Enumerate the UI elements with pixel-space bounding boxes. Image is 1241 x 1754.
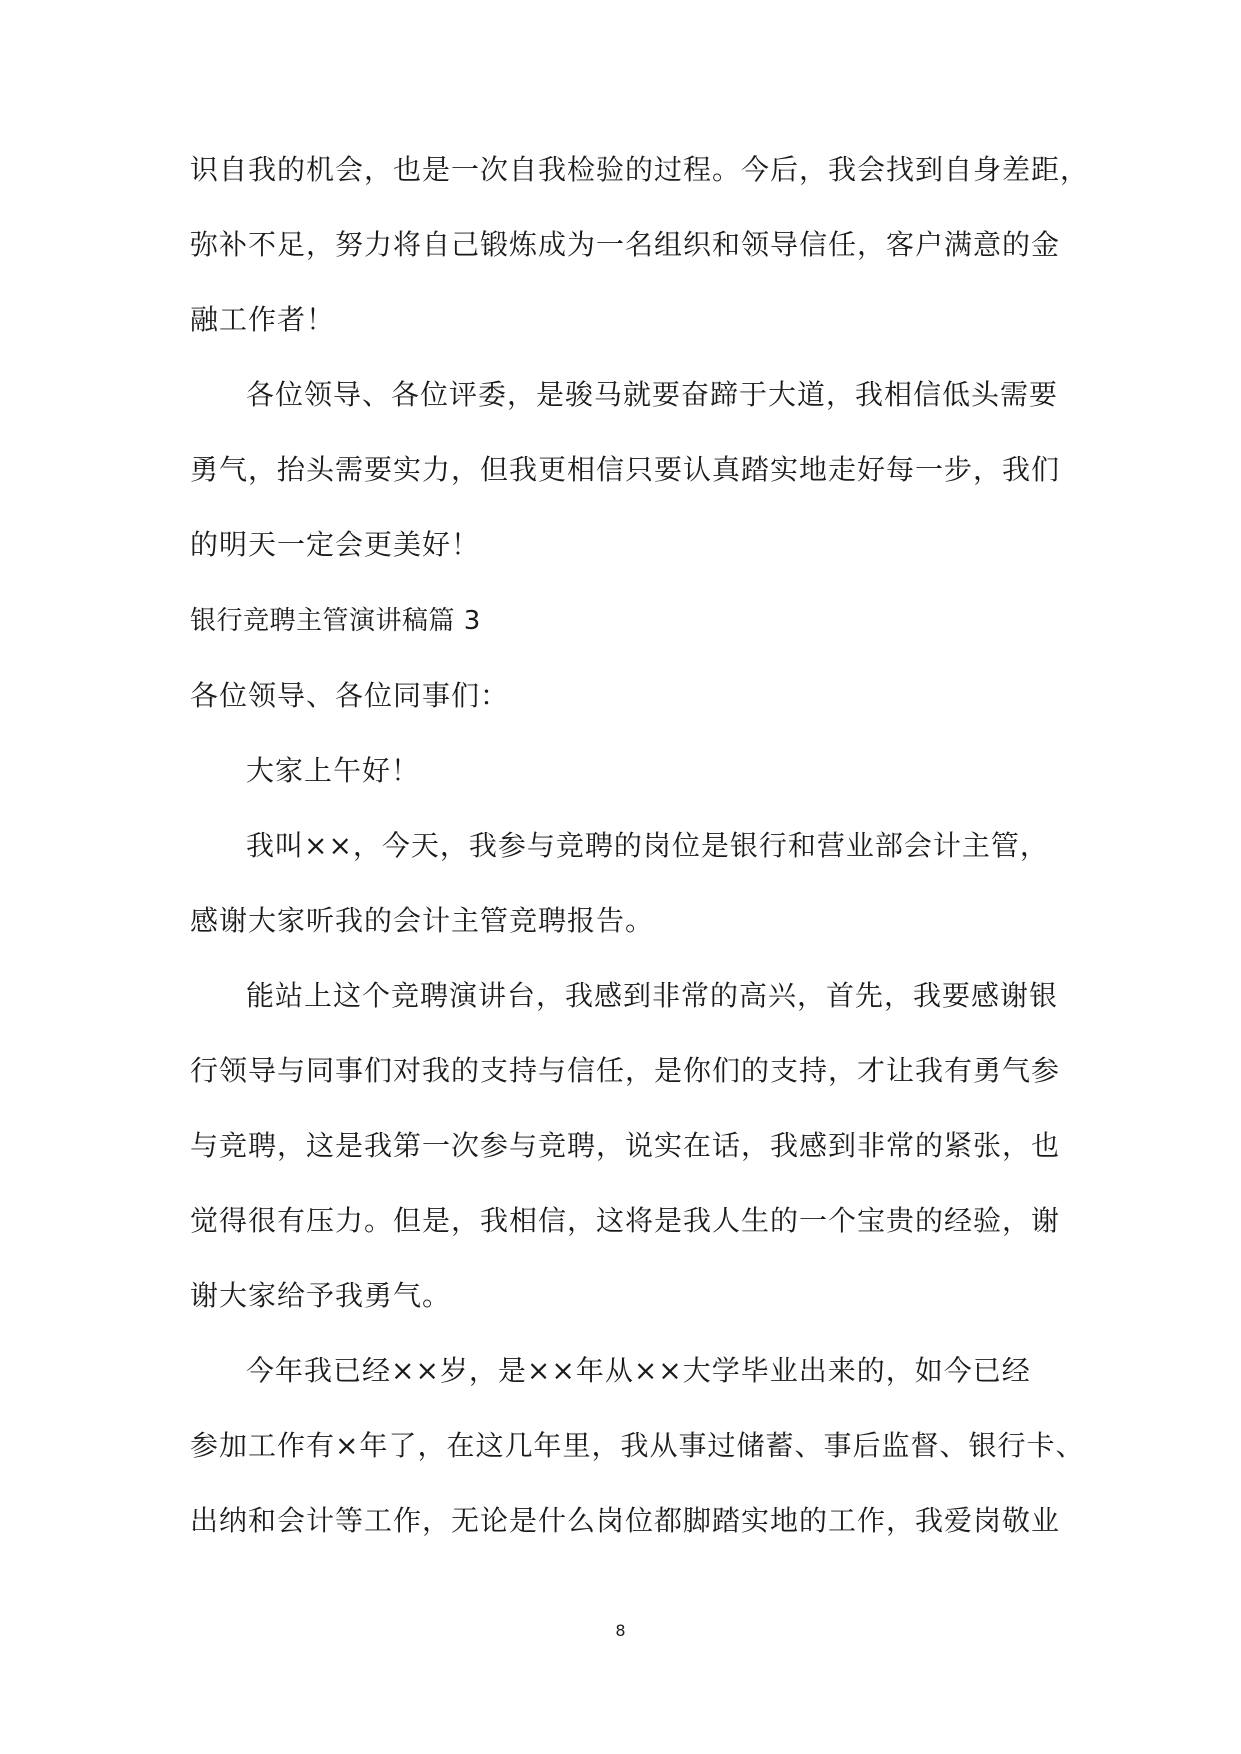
body-text-line: 识自我的机会，也是一次自我检验的过程。今后，我会找到自身差距，	[190, 153, 1090, 186]
body-text-line: 各位领导、各位评委，是骏马就要奋蹄于大道，我相信低头需要	[246, 378, 1059, 411]
body-text-line: 勇气，抬头需要实力，但我更相信只要认真踏实地走好每一步，我们	[190, 453, 1061, 486]
greeting: 大家上午好！	[246, 754, 421, 787]
body-text-line: 弥补不足，努力将自己锻炼成为一名组织和领导信任，客户满意的金	[190, 228, 1061, 261]
body-text-line: 出纳和会计等工作，无论是什么岗位都脚踏实地的工作，我爱岗敬业	[190, 1504, 1061, 1537]
body-text-line: 能站上这个竞聘演讲台，我感到非常的高兴，首先，我要感谢银	[246, 979, 1059, 1012]
salutation: 各位领导、各位同事们：	[190, 679, 510, 712]
body-text-line: 的明天一定会更美好！	[190, 528, 481, 561]
page-number: 8	[615, 1621, 626, 1640]
body-text-line: 我叫××，今天，我参与竞聘的岗位是银行和营业部会计主管，	[246, 829, 1049, 862]
body-text-line: 觉得很有压力。但是，我相信，这将是我人生的一个宝贵的经验，谢	[190, 1204, 1061, 1237]
body-text-line: 与竞聘，这是我第一次参与竞聘，说实在话，我感到非常的紧张，也	[190, 1129, 1061, 1162]
body-text-line: 融工作者！	[190, 303, 336, 336]
body-text-line: 今年我已经××岁，是××年从××大学毕业出来的，如今已经	[246, 1354, 1031, 1387]
body-text-line: 感谢大家听我的会计主管竞聘报告。	[190, 904, 655, 937]
section-heading: 银行竞聘主管演讲稿篇 3	[190, 606, 481, 636]
body-text-line: 参加工作有×年了，在这几年里，我从事过储蓄、事后监督、银行卡、	[190, 1429, 1085, 1462]
body-text-line: 行领导与同事们对我的支持与信任，是你们的支持，才让我有勇气参	[190, 1054, 1061, 1087]
body-text-line: 谢大家给予我勇气。	[190, 1279, 452, 1312]
